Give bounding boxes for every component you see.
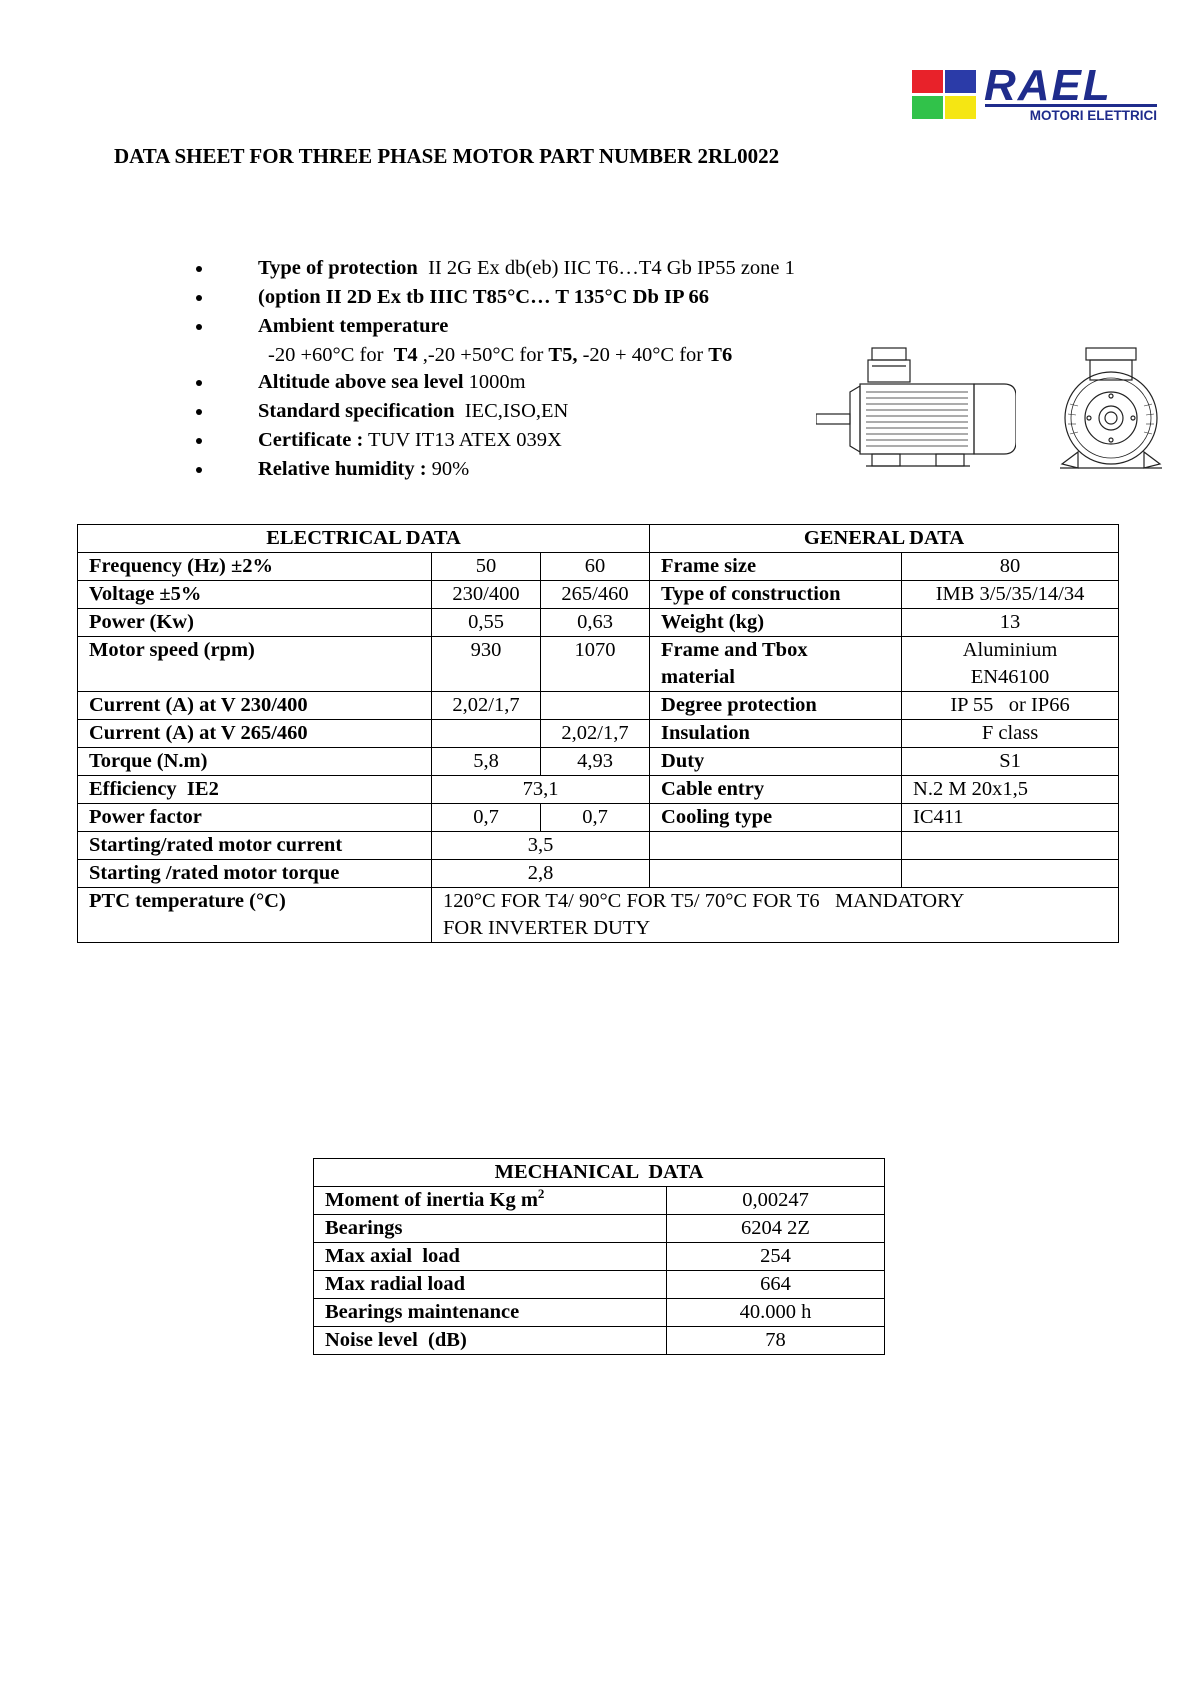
specification-list bbox=[196, 254, 836, 484]
list-item-ambient-values bbox=[196, 341, 836, 368]
material-label-line2: material bbox=[661, 666, 736, 688]
cable-entry-label: Cable entry bbox=[650, 776, 902, 804]
protection-degree-value: IP 55 or IP66 bbox=[902, 692, 1119, 720]
start-torque-label: Starting /rated motor torque bbox=[78, 860, 432, 888]
material-value-line2: EN46100 bbox=[970, 666, 1050, 688]
speed-label: Motor speed (rpm) bbox=[78, 637, 432, 692]
construction-label: Type of construction bbox=[650, 581, 902, 609]
power-factor-50: 0,7 bbox=[432, 804, 541, 832]
material-value-line1: Aluminium bbox=[962, 639, 1058, 661]
logo-wordmark: RAEL bbox=[984, 61, 1112, 110]
cable-entry-value: N.2 M 20x1,5 bbox=[902, 776, 1119, 804]
start-torque-value: 2,8 bbox=[432, 860, 650, 888]
inertia-label bbox=[314, 1187, 667, 1215]
frequency-60: 60 bbox=[541, 553, 650, 581]
efficiency-value: 73,1 bbox=[432, 776, 650, 804]
cooling-label: Cooling type bbox=[650, 804, 902, 832]
certificate-label: Certificate : bbox=[258, 429, 364, 451]
speed-50: 930 bbox=[432, 637, 541, 692]
list-item-ambient bbox=[196, 312, 836, 341]
logo-yellow-square bbox=[945, 96, 976, 119]
duty-value: S1 bbox=[902, 748, 1119, 776]
table-row bbox=[314, 1271, 885, 1299]
current-230-a: 2,02/1,7 bbox=[432, 692, 541, 720]
power-label: Power (Kw) bbox=[78, 609, 432, 637]
maintenance-value: 40.000 h bbox=[667, 1299, 885, 1327]
power-50: 0,55 bbox=[432, 609, 541, 637]
torque-50: 5,8 bbox=[432, 748, 541, 776]
speed-60: 1070 bbox=[541, 637, 650, 692]
ambient-class-t5: T5, bbox=[548, 344, 578, 366]
axial-load-value: 254 bbox=[667, 1243, 885, 1271]
ambient-range-t6: -20 + 40°C for bbox=[582, 344, 704, 366]
empty-cell bbox=[650, 860, 902, 888]
altitude-value: 1000m bbox=[468, 371, 526, 393]
list-item-certificate bbox=[196, 426, 836, 455]
option-text: (option II 2D Ex tb IIIC T85°C… T 135°C Db IP 66 bbox=[258, 286, 709, 308]
empty-cell bbox=[902, 860, 1119, 888]
radial-load-label: Max radial load bbox=[314, 1271, 667, 1299]
bullet-icon bbox=[196, 380, 202, 386]
mechanical-data-table bbox=[313, 1158, 885, 1355]
table-row bbox=[314, 1327, 885, 1355]
table-row bbox=[78, 720, 1119, 748]
rael-logo bbox=[912, 61, 1157, 123]
power-factor-label: Power factor bbox=[78, 804, 432, 832]
voltage-label: Voltage ±5% bbox=[78, 581, 432, 609]
frequency-50: 50 bbox=[432, 553, 541, 581]
table-row bbox=[78, 804, 1119, 832]
list-item-humidity bbox=[196, 455, 836, 484]
table-header-row bbox=[314, 1159, 885, 1187]
radial-load-value: 664 bbox=[667, 1271, 885, 1299]
table-row bbox=[78, 776, 1119, 804]
mechanical-data-header: MECHANICAL DATA bbox=[314, 1159, 885, 1187]
insulation-label: Insulation bbox=[650, 720, 902, 748]
frame-size-label: Frame size bbox=[650, 553, 902, 581]
power-60: 0,63 bbox=[541, 609, 650, 637]
noise-label: Noise level (dB) bbox=[314, 1327, 667, 1355]
ptc-value bbox=[432, 888, 1119, 943]
logo-tagline: MOTORI ELETTRICI bbox=[985, 104, 1157, 121]
inertia-exponent: 2 bbox=[537, 1186, 545, 1202]
certificate-value: TUV IT13 ATEX 039X bbox=[368, 429, 562, 451]
efficiency-label: Efficiency IE2 bbox=[78, 776, 432, 804]
material-label bbox=[650, 637, 902, 692]
humidity-value: 90% bbox=[431, 458, 470, 480]
bullet-icon bbox=[196, 438, 202, 444]
ambient-class-t6: T6 bbox=[708, 344, 733, 366]
table-row bbox=[78, 637, 1119, 692]
table-row bbox=[314, 1187, 885, 1215]
frame-size-value: 80 bbox=[902, 553, 1119, 581]
bullet-icon bbox=[196, 409, 202, 415]
ambient-range-t5: ,-20 +50°C for bbox=[422, 344, 544, 366]
ptc-label: PTC temperature (°C) bbox=[78, 888, 432, 943]
cooling-value: IC411 bbox=[902, 804, 1119, 832]
motor-side-view-icon bbox=[816, 344, 1016, 480]
start-current-value: 3,5 bbox=[432, 832, 650, 860]
ptc-value-line1: 120°C FOR T4/ 90°C FOR T5/ 70°C FOR T6 MANDATORY bbox=[443, 890, 965, 912]
frequency-label: Frequency (Hz) ±2% bbox=[78, 553, 432, 581]
table-row bbox=[78, 888, 1119, 943]
inertia-value: 0,00247 bbox=[667, 1187, 885, 1215]
voltage-60: 265/460 bbox=[541, 581, 650, 609]
ambient-label: Ambient temperature bbox=[258, 315, 449, 337]
empty-cell bbox=[650, 832, 902, 860]
noise-value: 78 bbox=[667, 1327, 885, 1355]
table-row bbox=[78, 832, 1119, 860]
document-title: DATA SHEET FOR THREE PHASE MOTOR PART NUMBER 2RL0022 bbox=[114, 144, 780, 168]
construction-value: IMB 3/5/35/14/34 bbox=[902, 581, 1119, 609]
table-row bbox=[78, 692, 1119, 720]
weight-value: 13 bbox=[902, 609, 1119, 637]
inertia-label-text: Moment of inertia Kg m bbox=[325, 1189, 538, 1211]
axial-load-label: Max axial load bbox=[314, 1243, 667, 1271]
bullet-icon bbox=[196, 295, 202, 301]
bearings-label: Bearings bbox=[314, 1215, 667, 1243]
voltage-50: 230/400 bbox=[432, 581, 541, 609]
torque-60: 4,93 bbox=[541, 748, 650, 776]
logo-red-square bbox=[912, 70, 943, 93]
humidity-label: Relative humidity : bbox=[258, 458, 427, 480]
insulation-value: F class bbox=[902, 720, 1119, 748]
standard-label: Standard specification bbox=[258, 400, 455, 422]
ambient-class-t4: T4 bbox=[393, 344, 418, 366]
table-row bbox=[78, 860, 1119, 888]
table-row bbox=[78, 748, 1119, 776]
table-row bbox=[314, 1243, 885, 1271]
table-row bbox=[78, 581, 1119, 609]
torque-label: Torque (N.m) bbox=[78, 748, 432, 776]
logo-green-square bbox=[912, 96, 943, 119]
logo-blue-square bbox=[945, 70, 976, 93]
table-row bbox=[314, 1215, 885, 1243]
table-row bbox=[78, 609, 1119, 637]
table-row bbox=[78, 553, 1119, 581]
material-label-line1: Frame and Tbox bbox=[661, 639, 808, 661]
bullet-icon bbox=[196, 324, 202, 330]
current-230-b bbox=[541, 692, 650, 720]
standard-value: IEC,ISO,EN bbox=[464, 400, 569, 422]
list-item-standard bbox=[196, 397, 836, 426]
ptc-value-line2: FOR INVERTER DUTY bbox=[443, 917, 651, 939]
electrical-data-header: ELECTRICAL DATA bbox=[78, 525, 650, 553]
protection-value: II 2G Ex db(eb) IIC T6…T4 Gb IP55 zone 1 bbox=[428, 257, 795, 279]
protection-degree-label: Degree protection bbox=[650, 692, 902, 720]
current-265-b: 2,02/1,7 bbox=[541, 720, 650, 748]
electrical-general-table bbox=[77, 524, 1119, 943]
bearings-value: 6204 2Z bbox=[667, 1215, 885, 1243]
list-item-option bbox=[196, 283, 836, 312]
list-item-protection bbox=[196, 254, 836, 283]
material-value bbox=[902, 637, 1119, 692]
weight-label: Weight (kg) bbox=[650, 609, 902, 637]
ambient-range-t4: -20 +60°C for bbox=[268, 344, 384, 366]
protection-label: Type of protection bbox=[258, 257, 418, 279]
empty-cell bbox=[902, 832, 1119, 860]
start-current-label: Starting/rated motor current bbox=[78, 832, 432, 860]
altitude-label: Altitude above sea level bbox=[258, 371, 464, 393]
maintenance-label: Bearings maintenance bbox=[314, 1299, 667, 1327]
current-230-label: Current (A) at V 230/400 bbox=[78, 692, 432, 720]
motor-front-view-icon bbox=[1058, 344, 1164, 480]
list-item-altitude bbox=[196, 368, 836, 397]
duty-label: Duty bbox=[650, 748, 902, 776]
table-header-row bbox=[78, 525, 1119, 553]
table-row bbox=[314, 1299, 885, 1327]
current-265-a bbox=[432, 720, 541, 748]
current-265-label: Current (A) at V 265/460 bbox=[78, 720, 432, 748]
bullet-icon bbox=[196, 266, 202, 272]
power-factor-60: 0,7 bbox=[541, 804, 650, 832]
bullet-icon bbox=[196, 467, 202, 473]
general-data-header: GENERAL DATA bbox=[650, 525, 1119, 553]
